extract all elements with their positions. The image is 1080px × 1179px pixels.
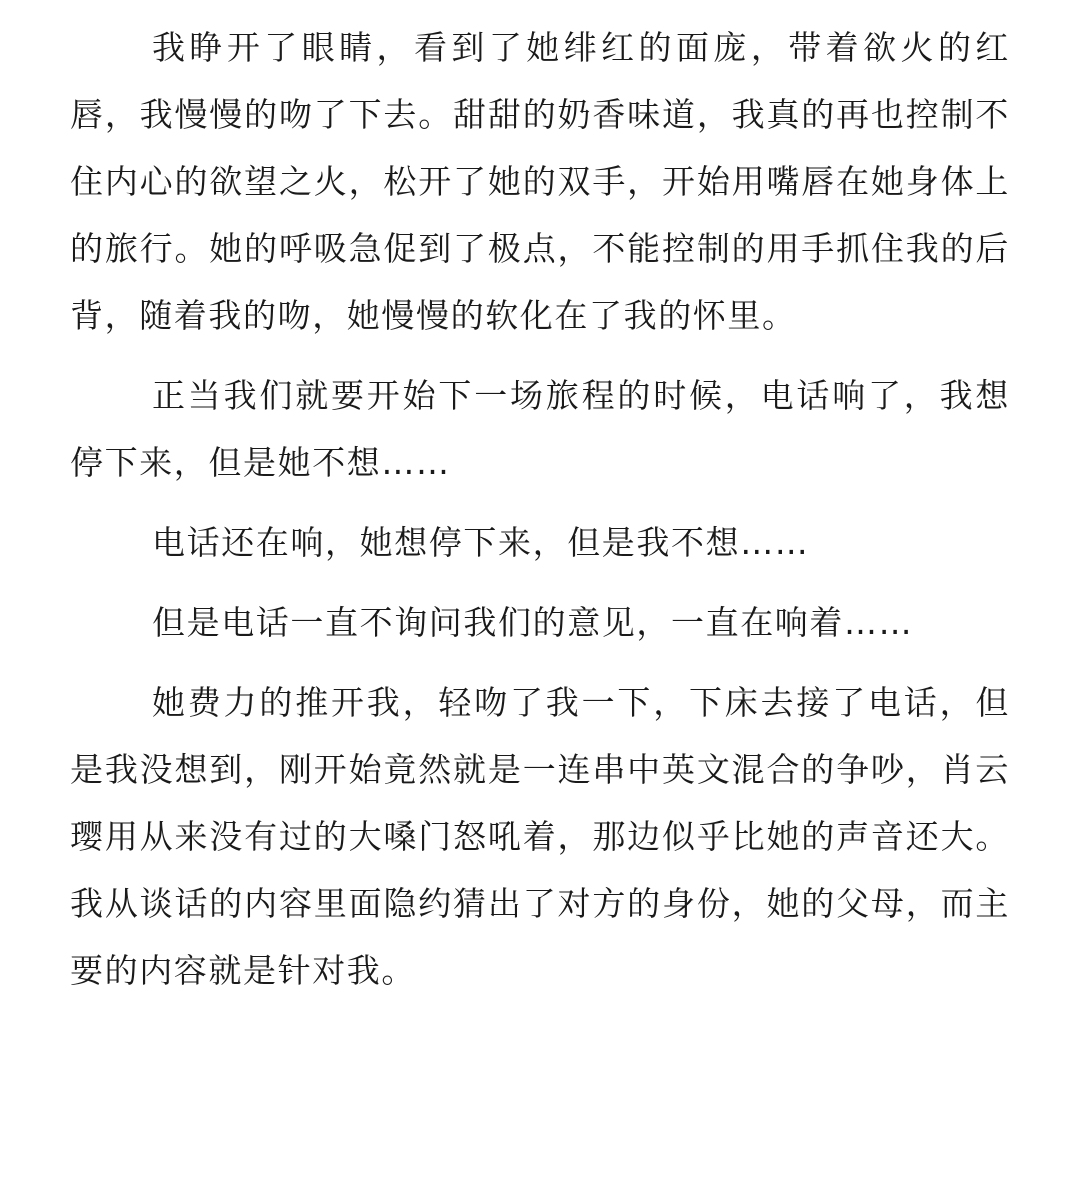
paragraph: 电话还在响，她想停下来，但是我不想…… [152, 523, 810, 562]
paragraph: 正当我们就要开始下一场旅程的时候，电话响了，我想停下来，但是她不想…… [70, 376, 1010, 482]
article-body [70, 14, 1010, 1017]
paragraph: 她费力的推开我，轻吻了我一下，下床去接了电话，但是我没想到，刚开始竟然就是一连串中英文混合的争吵，肖云璎用从来没有过的大嗓门怒吼着，那边似乎比她的声音还大。我从谈话的内容里面隐约猜出了对方的身份，她的父母，而主要的内容就是针对我。 [70, 683, 1010, 990]
paragraph: 但是电话一直不询问我们的意见，一直在响着…… [152, 603, 914, 642]
paragraph: 我睁开了眼睛，看到了她绯红的面庞，带着欲火的红唇，我慢慢的吻了下去。甜甜的奶香味道，我真的再也控制不住内心的欲望之火，松开了她的双手，开始用嘴唇在她身体上的旅行。她的呼吸急促到了极点，不能控制的用手抓住我的后背，随着我的吻，她慢慢的软化在了我的怀里。 [70, 28, 1010, 335]
